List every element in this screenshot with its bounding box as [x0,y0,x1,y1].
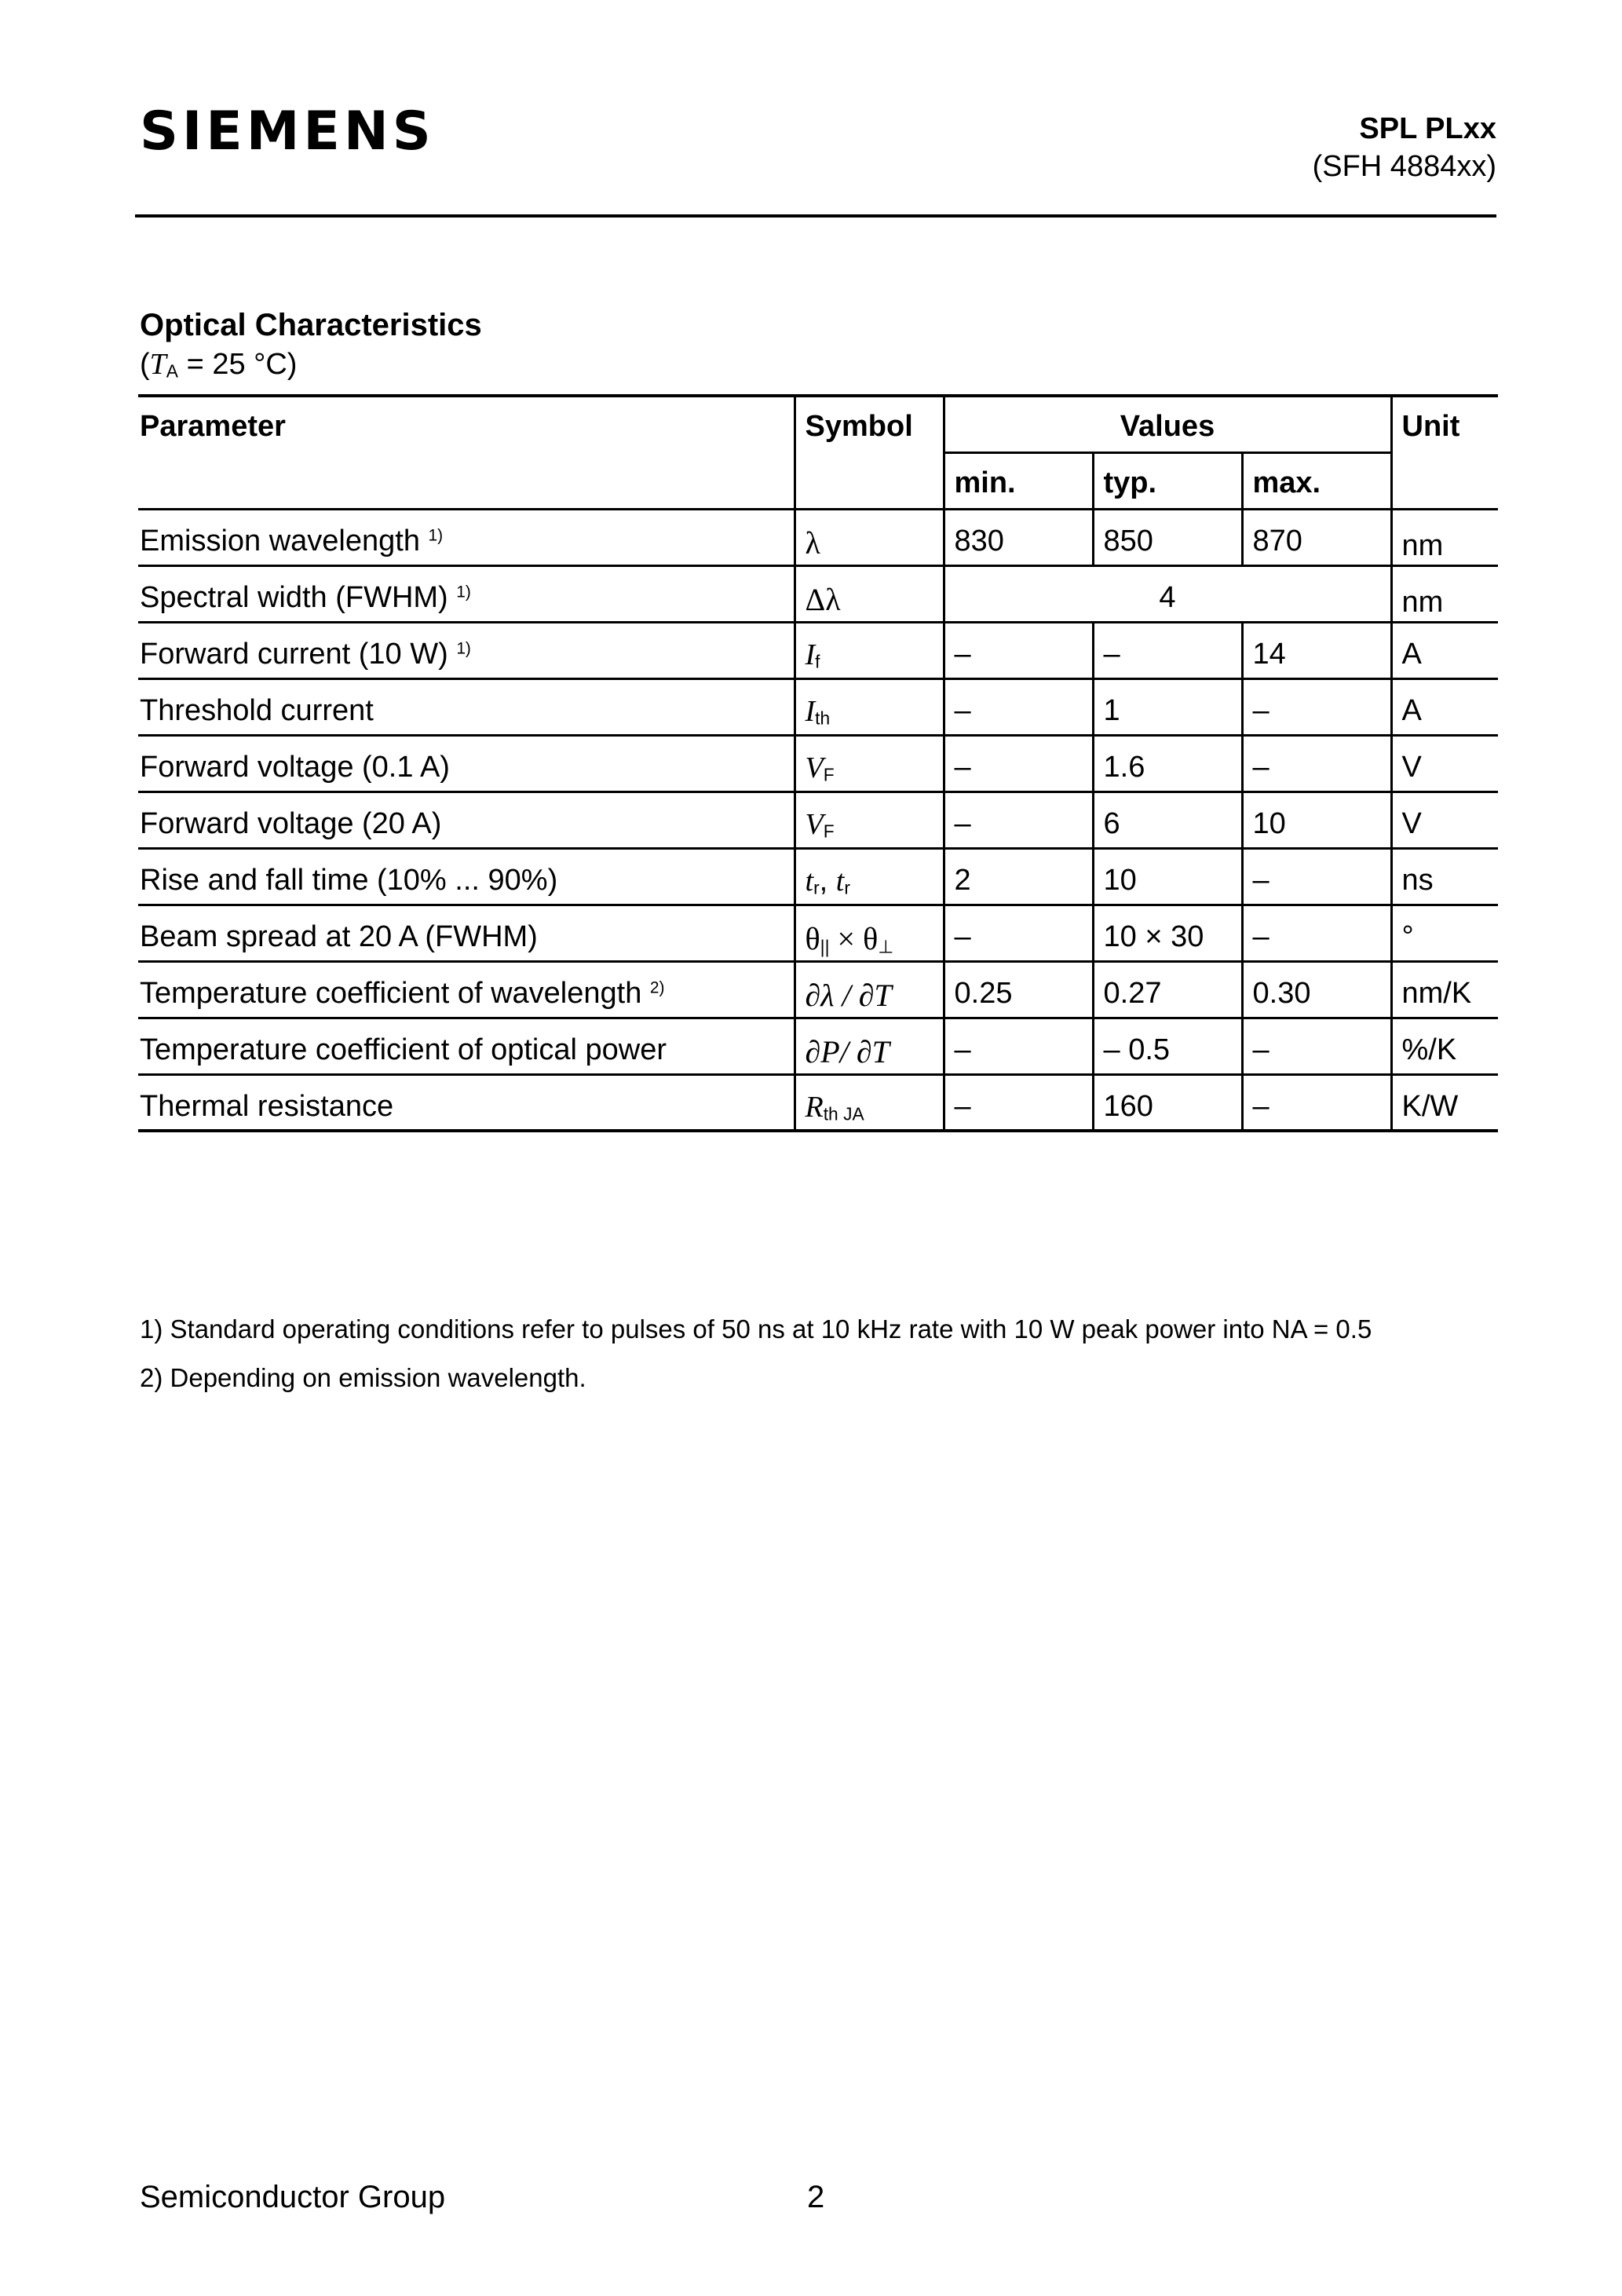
max-cell: – [1242,735,1391,792]
min-cell: 0.25 [944,961,1093,1018]
header-parameter: Parameter [138,396,795,509]
section-title: Optical Characteristics [140,308,482,342]
symbol-cell [795,1074,944,1131]
unit-cell: A [1391,622,1498,678]
typ-cell: – [1093,622,1242,678]
table-row [138,848,1498,905]
symbol-cell [795,905,944,961]
unit-cell: ns [1391,848,1498,905]
max-cell: 14 [1242,622,1391,678]
symbol-sub: th [815,707,831,729]
symbol-a-sub: || [820,936,830,957]
unit-cell: ° [1391,905,1498,961]
max-cell: – [1242,678,1391,735]
unit-cell: K/W [1391,1074,1498,1131]
footnote-1: 1) Standard operating conditions refer to pulses of 50 ns at 10 kHz rate with 10 W peak power into NA = 0.5 [140,1314,1372,1344]
table-row [138,622,1498,678]
condition-sub: A [166,360,179,382]
table-row [138,509,1498,565]
min-cell: – [944,905,1093,961]
typ-cell: 10 [1093,848,1242,905]
symbol-a: θ [805,920,820,956]
max-cell: – [1242,905,1391,961]
symbol-sub: F [823,764,835,785]
min-cell: 830 [944,509,1093,565]
min-cell: – [944,792,1093,848]
unit-cell: A [1391,678,1498,735]
symbol-t1-sub: r [813,877,820,898]
param-cell [138,565,795,622]
unit-cell: nm [1391,565,1498,622]
merged-value-cell: 4 [944,565,1391,622]
param-cell: Beam spread at 20 A (FWHM) [138,905,795,961]
symbol-cell [795,848,944,905]
min-cell: 2 [944,848,1093,905]
param-cell: Forward voltage (0.1 A) [138,735,795,792]
alt-part-number: (SFH 4884xx) [1312,150,1496,183]
typ-cell: – 0.5 [1093,1018,1242,1074]
symbol-sep: , [819,864,836,898]
typ-cell: 0.27 [1093,961,1242,1018]
header-values: Values [944,396,1391,452]
typ-cell: 6 [1093,792,1242,848]
symbol-sub: th JA [823,1103,864,1124]
footnote-ref: 1) [456,582,471,601]
symbol-cell [795,735,944,792]
param-label: Spectral width (FWHM) [140,580,448,614]
header-divider [135,214,1496,218]
min-cell: – [944,1074,1093,1131]
symbol-cell [795,622,944,678]
header-symbol: Symbol [795,396,944,509]
param-cell: Rise and fall time (10% ... 90%) [138,848,795,905]
typ-cell: 160 [1093,1074,1242,1131]
symbol-cell [795,792,944,848]
footnote-2: 2) Depending on emission wavelength. [140,1363,586,1392]
symbol-sub: F [823,821,835,842]
typ-cell: 850 [1093,509,1242,565]
symbol-main: I [805,694,816,728]
max-cell: – [1242,1074,1391,1131]
min-cell: – [944,735,1093,792]
typ-cell: 1 [1093,678,1242,735]
footnote-ref: 1) [428,525,444,544]
header-max: max. [1242,452,1391,509]
unit-cell: nm/K [1391,961,1498,1018]
max-cell: 10 [1242,792,1391,848]
test-condition [140,347,297,382]
min-cell: – [944,678,1093,735]
footnote-ref: 1) [456,638,471,657]
table-row [138,1074,1498,1131]
symbol-cell: Δλ [795,565,944,622]
min-cell: – [944,1018,1093,1074]
siemens-logo: SIEMENS [140,101,435,163]
table-row [138,565,1498,622]
unit-cell: nm [1391,509,1498,565]
typ-cell: 10 × 30 [1093,905,1242,961]
symbol-cell: ∂P/ ∂T [795,1018,944,1074]
symbol-cell [795,678,944,735]
symbol-t1: t [805,864,814,898]
condition-rest: = 25 °C) [178,348,298,381]
symbol-cell: ∂λ / ∂T [795,961,944,1018]
page-number: 2 [807,2180,825,2214]
param-label: Temperature coefficient of wavelength [140,976,642,1010]
table-row [138,678,1498,735]
table-row [138,735,1498,792]
part-number: SPL PLxx [1359,112,1496,145]
header-unit: Unit [1391,396,1498,509]
min-cell: – [944,622,1093,678]
condition-open: ( [140,348,150,381]
param-cell: Threshold current [138,678,795,735]
symbol-main: V [805,751,824,784]
symbol-main: V [805,807,824,841]
table-row [138,961,1498,1018]
symbol-t2-sub: r [844,877,850,898]
max-cell: 870 [1242,509,1391,565]
symbol-main: I [805,638,816,671]
max-cell: – [1242,848,1391,905]
max-cell: 0.30 [1242,961,1391,1018]
footer-company: Semiconductor Group [140,2180,446,2214]
product-header [1313,110,1496,185]
table-row [138,1018,1498,1074]
table-row [138,792,1498,848]
param-cell [138,961,795,1018]
unit-cell: V [1391,735,1498,792]
condition-var: T [149,348,166,381]
symbol-b-sub: ⊥ [878,936,894,957]
param-cell [138,509,795,565]
typ-cell: 1.6 [1093,735,1242,792]
header-typ: typ. [1093,452,1242,509]
unit-cell: %/K [1391,1018,1498,1074]
param-cell: Forward voltage (20 A) [138,792,795,848]
symbol-sub: f [815,651,820,672]
param-cell [138,622,795,678]
unit-cell: V [1391,792,1498,848]
header-min: min. [944,452,1093,509]
param-cell: Temperature coefficient of optical power [138,1018,795,1074]
table-row [138,905,1498,961]
symbol-cell: λ [795,509,944,565]
param-cell: Thermal resistance [138,1074,795,1131]
footnote-ref: 2) [649,978,665,996]
param-label: Emission wavelength [140,524,420,558]
param-label: Forward current (10 W) [140,637,448,671]
symbol-main: R [805,1090,824,1124]
symbol-t2: t [835,864,845,898]
symbol-b: θ [863,920,879,956]
max-cell: – [1242,1018,1391,1074]
optical-characteristics-table [138,394,1498,1132]
symbol-x: × [829,920,864,956]
